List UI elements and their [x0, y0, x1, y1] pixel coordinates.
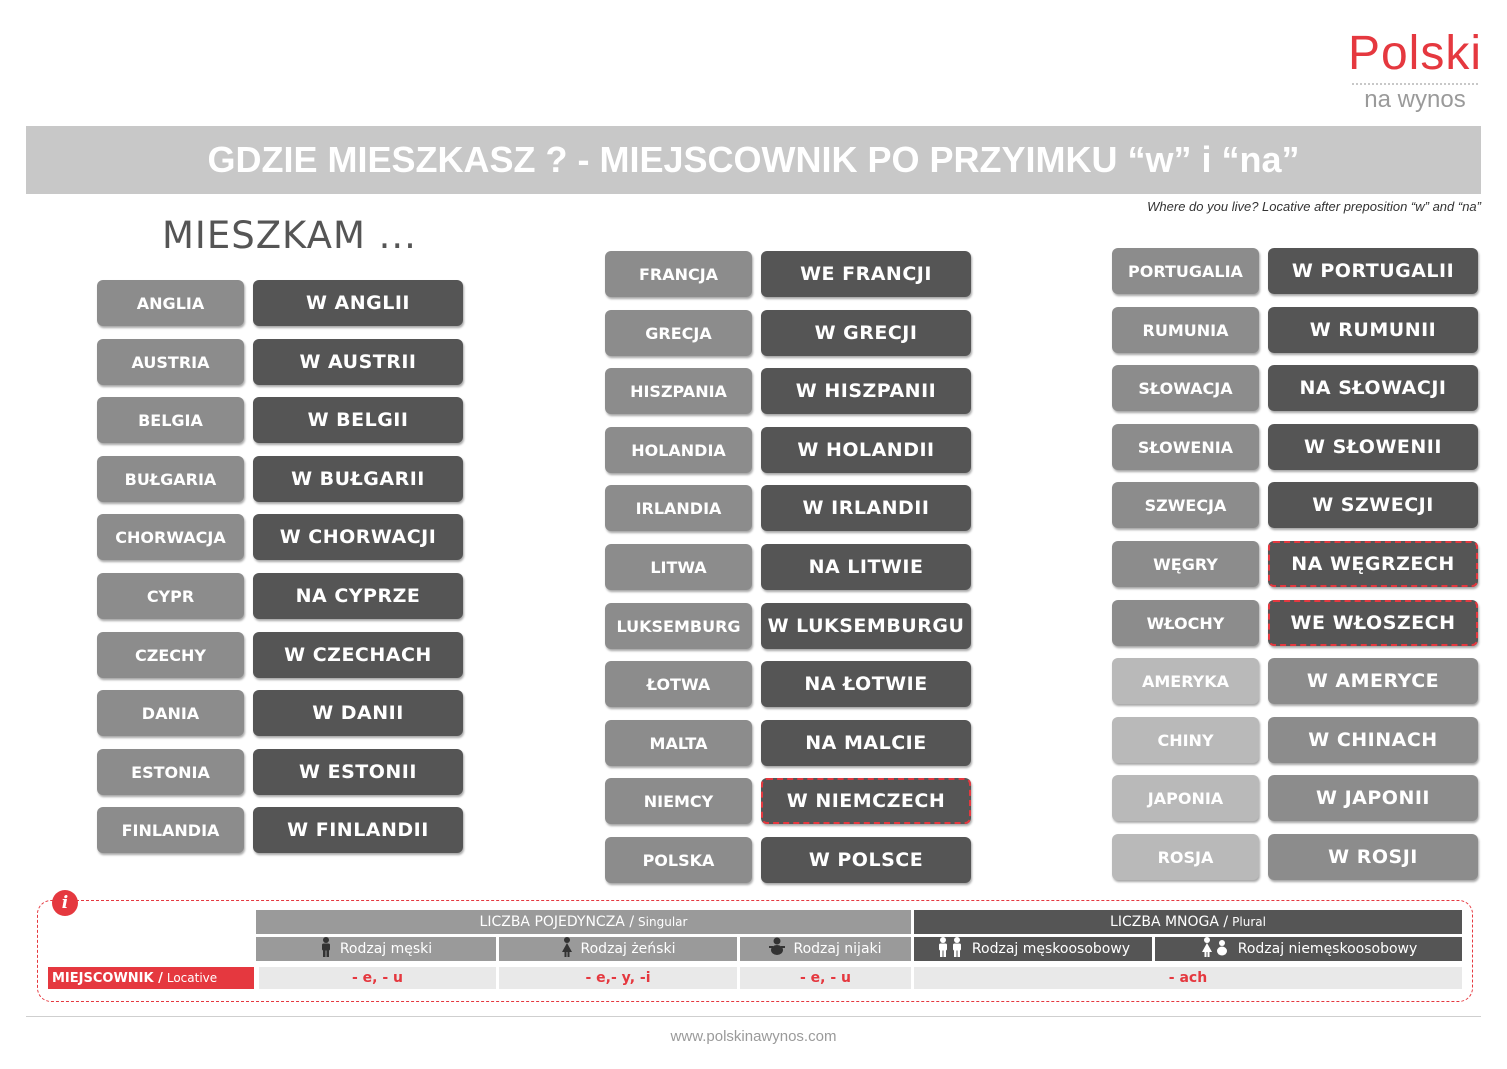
- country-locative: NA ŁOTWIE: [761, 661, 971, 707]
- logo-sub: na wynos: [1364, 86, 1466, 113]
- country-name: CHINY: [1112, 717, 1259, 763]
- country-locative: W GRECJI: [761, 310, 971, 356]
- singular-en: Singular: [638, 915, 688, 929]
- ending-feminine: - e,- y, -i: [499, 967, 737, 989]
- country-locative: W PORTUGALII: [1268, 248, 1478, 294]
- country-locative: W ESTONII: [253, 749, 463, 795]
- country-locative: W SZWECJI: [1268, 482, 1478, 528]
- logo: [1340, 28, 1490, 114]
- gender-masculine-label: Rodzaj męski: [339, 941, 433, 957]
- footer-divider: [26, 1016, 1481, 1017]
- country-name: CZECHY: [97, 632, 244, 678]
- country-name: ANGLIA: [97, 280, 244, 326]
- gender-virile-label: Rodzaj męskoosobowy: [971, 941, 1131, 957]
- country-locative: W CHINACH: [1268, 717, 1478, 763]
- country-name: BELGIA: [97, 397, 244, 443]
- gender-feminine-label: Rodzaj żeński: [580, 941, 676, 957]
- country-name: RUMUNIA: [1112, 307, 1259, 353]
- country-locative: W JAPONII: [1268, 775, 1478, 821]
- gender-nonvirile: [1155, 937, 1462, 961]
- page-title: GDZIE MIESZKASZ ? - MIEJSCOWNIK PO PRZYIMKU “w” i “na”: [26, 126, 1481, 194]
- case-label: [48, 967, 254, 989]
- country-name: IRLANDIA: [605, 485, 752, 531]
- country-name: WŁOCHY: [1112, 600, 1259, 646]
- gender-masculine: [256, 937, 496, 961]
- country-name: SŁOWACJA: [1112, 365, 1259, 411]
- case-label-text: MIEJSCOWNIK /: [52, 970, 163, 986]
- country-name: JAPONIA: [1112, 775, 1259, 821]
- country-name: FINLANDIA: [97, 807, 244, 853]
- footer-url: www.polskinawynos.com: [670, 1028, 837, 1045]
- country-locative: W NIEMCZECH: [761, 778, 971, 824]
- plural-en: Plural: [1232, 915, 1266, 929]
- country-name: AMERYKA: [1112, 658, 1259, 704]
- country-name: SŁOWENIA: [1112, 424, 1259, 470]
- country-name: HOLANDIA: [605, 427, 752, 473]
- child-icon: [769, 937, 785, 961]
- country-name: CYPR: [97, 573, 244, 619]
- case-label-en: Locative: [166, 971, 218, 985]
- gender-virile: [914, 937, 1152, 961]
- country-name: LITWA: [605, 544, 752, 590]
- men-group-icon: [936, 937, 964, 961]
- country-name: ŁOTWA: [605, 661, 752, 707]
- country-locative: W CZECHACH: [253, 632, 463, 678]
- country-name: BUŁGARIA: [97, 456, 244, 502]
- plural-label: LICZBA MNOGA /: [1110, 914, 1229, 930]
- ending-plural: - ach: [914, 967, 1462, 989]
- gender-neuter-label: Rodzaj nijaki: [793, 941, 882, 957]
- info-icon: i: [52, 890, 78, 916]
- country-locative: WE FRANCJI: [761, 251, 971, 297]
- country-name: MALTA: [605, 720, 752, 766]
- country-locative: NA LITWIE: [761, 544, 971, 590]
- country-locative: W SŁOWENII: [1268, 424, 1478, 470]
- country-name: NIEMCY: [605, 778, 752, 824]
- logo-main: Polski: [1347, 27, 1483, 80]
- country-locative: WE WŁOSZECH: [1268, 600, 1478, 646]
- country-locative: W AMERYCE: [1268, 658, 1478, 704]
- ending-masculine: - e, - u: [259, 967, 496, 989]
- man-icon: [320, 937, 332, 961]
- country-locative: W AUSTRII: [253, 339, 463, 385]
- page-subtitle: Where do you live? Locative after preposition “w” and “na”: [1147, 199, 1481, 214]
- country-name: FRANCJA: [605, 251, 752, 297]
- country-name: ESTONIA: [97, 749, 244, 795]
- plural-header: [914, 910, 1462, 934]
- country-name: DANIA: [97, 690, 244, 736]
- country-locative: W LUKSEMBURGU: [761, 603, 971, 649]
- country-locative: W POLSCE: [761, 837, 971, 883]
- country-locative: W BELGII: [253, 397, 463, 443]
- country-locative: NA CYPRZE: [253, 573, 463, 619]
- section-heading: MIESZKAM ...: [162, 214, 417, 257]
- country-locative: NA WĘGRZECH: [1268, 541, 1478, 587]
- country-locative: W RUMUNII: [1268, 307, 1478, 353]
- country-locative: NA SŁOWACJI: [1268, 365, 1478, 411]
- country-name: HISZPANIA: [605, 368, 752, 414]
- singular-label: LICZBA POJEDYNCZA /: [479, 914, 635, 930]
- women-children-icon: [1200, 937, 1230, 961]
- gender-neuter: [740, 937, 911, 961]
- country-name: SZWECJA: [1112, 482, 1259, 528]
- country-locative: W CHORWACJI: [253, 514, 463, 560]
- country-name: POLSKA: [605, 837, 752, 883]
- country-locative: W IRLANDII: [761, 485, 971, 531]
- gender-feminine: [499, 937, 737, 961]
- gender-nonvirile-label: Rodzaj niemęskoosobowy: [1237, 941, 1418, 957]
- country-name: ROSJA: [1112, 834, 1259, 880]
- country-locative: W HOLANDII: [761, 427, 971, 473]
- country-locative: W FINLANDII: [253, 807, 463, 853]
- country-name: CHORWACJA: [97, 514, 244, 560]
- country-name: WĘGRY: [1112, 541, 1259, 587]
- country-locative: W ANGLII: [253, 280, 463, 326]
- country-name: PORTUGALIA: [1112, 248, 1259, 294]
- country-name: LUKSEMBURG: [605, 603, 752, 649]
- country-locative: NA MALCIE: [761, 720, 971, 766]
- country-locative: W HISZPANII: [761, 368, 971, 414]
- country-locative: W BUŁGARII: [253, 456, 463, 502]
- ending-neuter: - e, - u: [740, 967, 911, 989]
- singular-header: [256, 910, 911, 934]
- woman-icon: [561, 937, 573, 961]
- country-name: GRECJA: [605, 310, 752, 356]
- country-name: AUSTRIA: [97, 339, 244, 385]
- country-locative: W DANII: [253, 690, 463, 736]
- logo-divider: [1352, 83, 1478, 85]
- country-locative: W ROSJI: [1268, 834, 1478, 880]
